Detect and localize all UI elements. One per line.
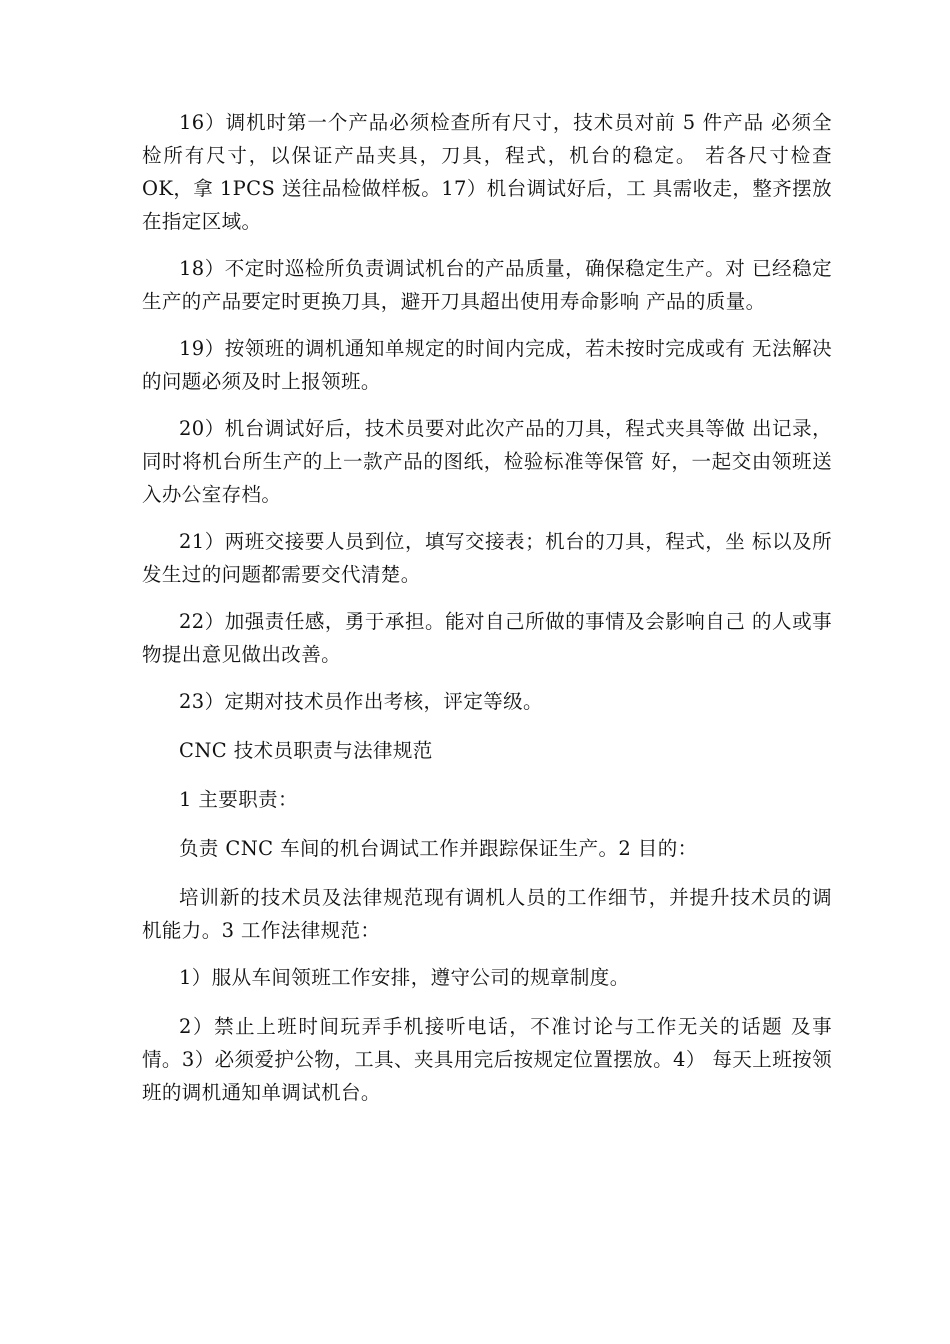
paragraph-19: 19）按领班的调机通知单规定的时间内完成，若未按时完成或有 无法解决的问题必须及时上报领班。 [142, 337, 832, 393]
document-page [142, 106, 832, 1123]
rule-1: 1）服从车间领班工作安排，遵守公司的规章制度。 [179, 966, 630, 989]
training-paragraph: 培训新的技术员及法律规范现有调机人员的工作细节，并提升技术员的调机能力。3 工作法律规范： [142, 886, 832, 942]
duties-and-purpose: 负责 CNC 车间的机台调试工作并跟踪保证生产。2 目的： [179, 837, 698, 860]
main-duties-heading: 1 主要职责： [179, 788, 298, 811]
paragraph-23: 23）定期对技术员作出考核，评定等级。 [179, 690, 543, 713]
rules-2-4: 2）禁止上班时间玩弄手机接听电话，不准讨论与工作无关的话题 及事情。3）必须爱护公物，工具、夹具用完后按规定位置摆放。4） 每天上班按领班的调机通知单调试机台。 [142, 1015, 832, 1104]
paragraph-20: 20）机台调试好后，技术员要对此次产品的刀具，程式夹具等做 出记录，同时将机台所生产的上一款产品的图纸，检验标准等保管 好，一起交由领班送入办公室存档。 [142, 417, 832, 506]
paragraph-16-17: 16）调机时第一个产品必须检查所有尺寸，技术员对前 5 件产品 必须全检所有尺寸，以保证产品夹具，刀具，程式，机台的稳定。 若各尺寸检查 OK，拿 1PCS 送往品检做样板。17）机台调试好后，工 具需收走，整齐摆放在指定区域。 [142, 111, 832, 233]
paragraph-22: 22）加强责任感，勇于承担。能对自己所做的事情及会影响自己 的人或事物提出意见做出改善。 [142, 610, 832, 666]
paragraph-21: 21）两班交接要人员到位，填写交接表；机台的刀具，程式，坐 标以及所发生过的问题都需要交代清楚。 [142, 530, 832, 586]
paragraph-18: 18）不定时巡检所负责调试机台的产品质量，确保稳定生产。对 已经稳定生产的产品要定时更换刀具，避开刀具超出使用寿命影响 产品的质量。 [142, 257, 832, 313]
section-title: CNC 技术员职责与法律规范 [179, 739, 433, 762]
